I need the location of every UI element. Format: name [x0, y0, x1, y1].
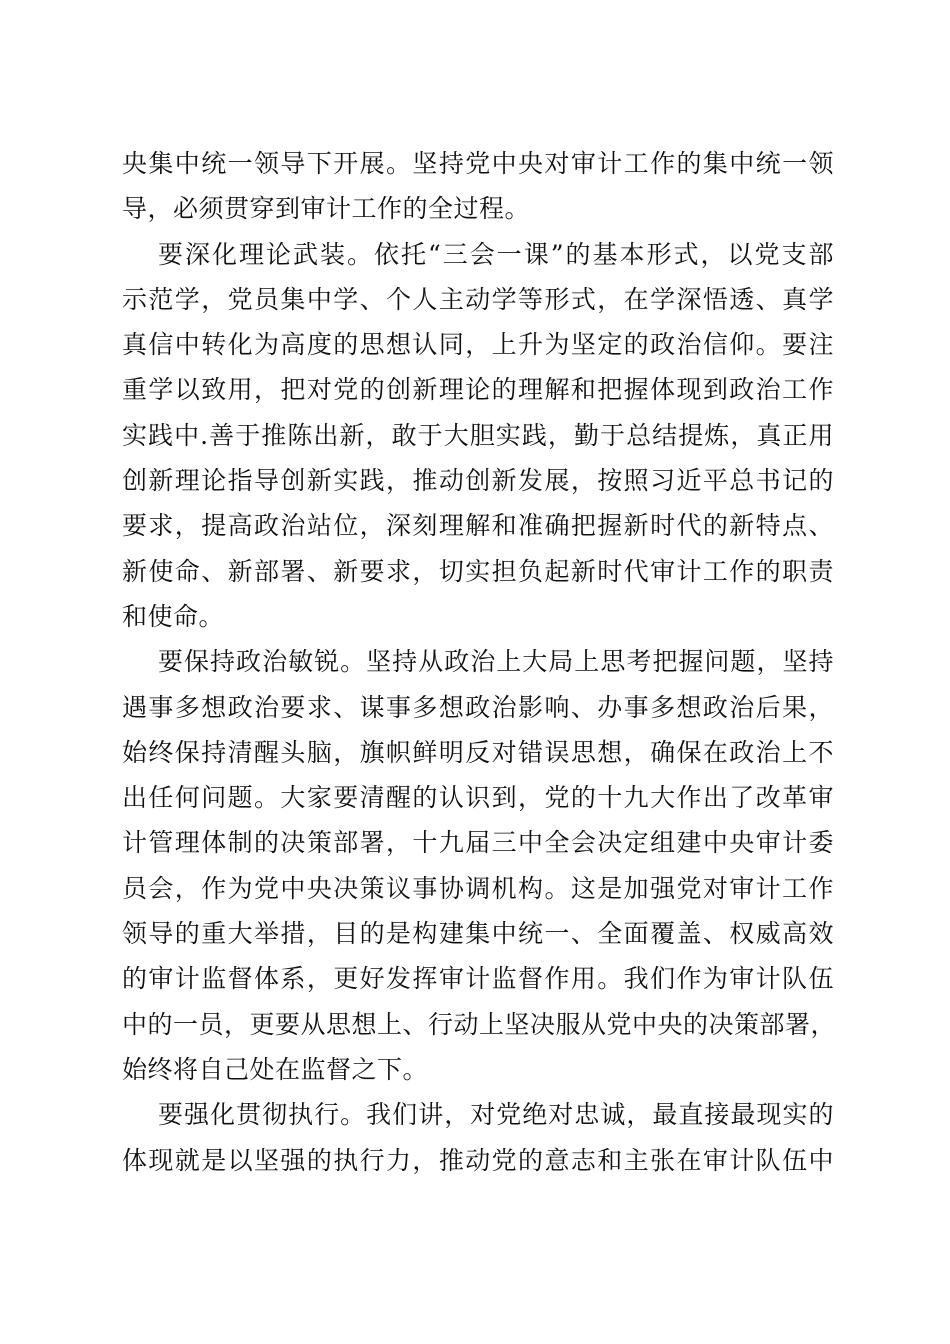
text-line: 始终将自己处在监督之下。: [122, 1054, 429, 1084]
text-line: 领导的重大举措，目的是构建集中统一、全面覆盖、权威高效: [122, 919, 834, 949]
text-line: 体现就是以坚强的执行力，推动党的意志和主张在审计队伍中: [122, 1145, 834, 1175]
text-line: 央集中统一领导下开展。坚持党中央对审计工作的集中统一领: [122, 149, 834, 178]
text-line: 遇事多想政治要求、谋事多想政治影响、办事多想政治后果，: [122, 692, 834, 722]
text-line: 真信中转化为高度的思想认同，上升为坚定的政治信仰。要注: [122, 330, 834, 360]
text-line: 新使命、新部署、新要求，切实担负起新时代审计工作的职责: [122, 556, 834, 586]
text-line: 中的一员，更要从思想上、行动上坚决服从党中央的决策部署，: [122, 1009, 837, 1039]
text-line: 出任何问题。大家要清醒的认识到，党的十九大作出了改革审: [122, 783, 834, 813]
text-line: 计管理体制的决策部署，十九届三中全会决定组建中央审计委: [122, 828, 834, 858]
paragraph-first-line: 要保持政治敏锐。坚持从政治上大局上思考把握问题，坚持: [158, 647, 834, 677]
text-line: 示范学，党员集中学、个人主动学等形式，在学深悟透、真学: [122, 284, 834, 314]
text-line: 重学以致用，把对党的创新理论的理解和把握体现到政治工作: [122, 375, 834, 405]
document-body: [122, 141, 837, 1183]
text-line: 始终保持清醒头脑，旗帜鲜明反对错误思想，确保在政治上不: [122, 737, 834, 767]
text-line: 和使命。: [122, 601, 225, 631]
text-line: 实践中.善于推陈出新，敢于大胆实践，勤于总结提炼，真正用: [122, 420, 834, 450]
paragraph-first-line: 要强化贯彻执行。我们讲，对党绝对忠诚，最直接最现实的: [158, 1100, 834, 1130]
text-line: 导，必须贯穿到审计工作的全过程。: [122, 194, 531, 224]
text-line: 的审计监督体系，更好发挥审计监督作用。我们作为审计队伍: [122, 964, 834, 994]
text-line: 员会，作为党中央决策议事协调机构。这是加强党对审计工作: [122, 873, 834, 903]
paragraph-first-line: 要深化理论武装。依托“三会一课”的基本形式，以党支部: [158, 239, 834, 269]
text-line: 要求，提高政治站位，深刻理解和准确把握新时代的新特点、: [122, 511, 834, 541]
text-line: 创新理论指导创新实践，推动创新发展，按照习近平总书记的: [122, 466, 834, 496]
